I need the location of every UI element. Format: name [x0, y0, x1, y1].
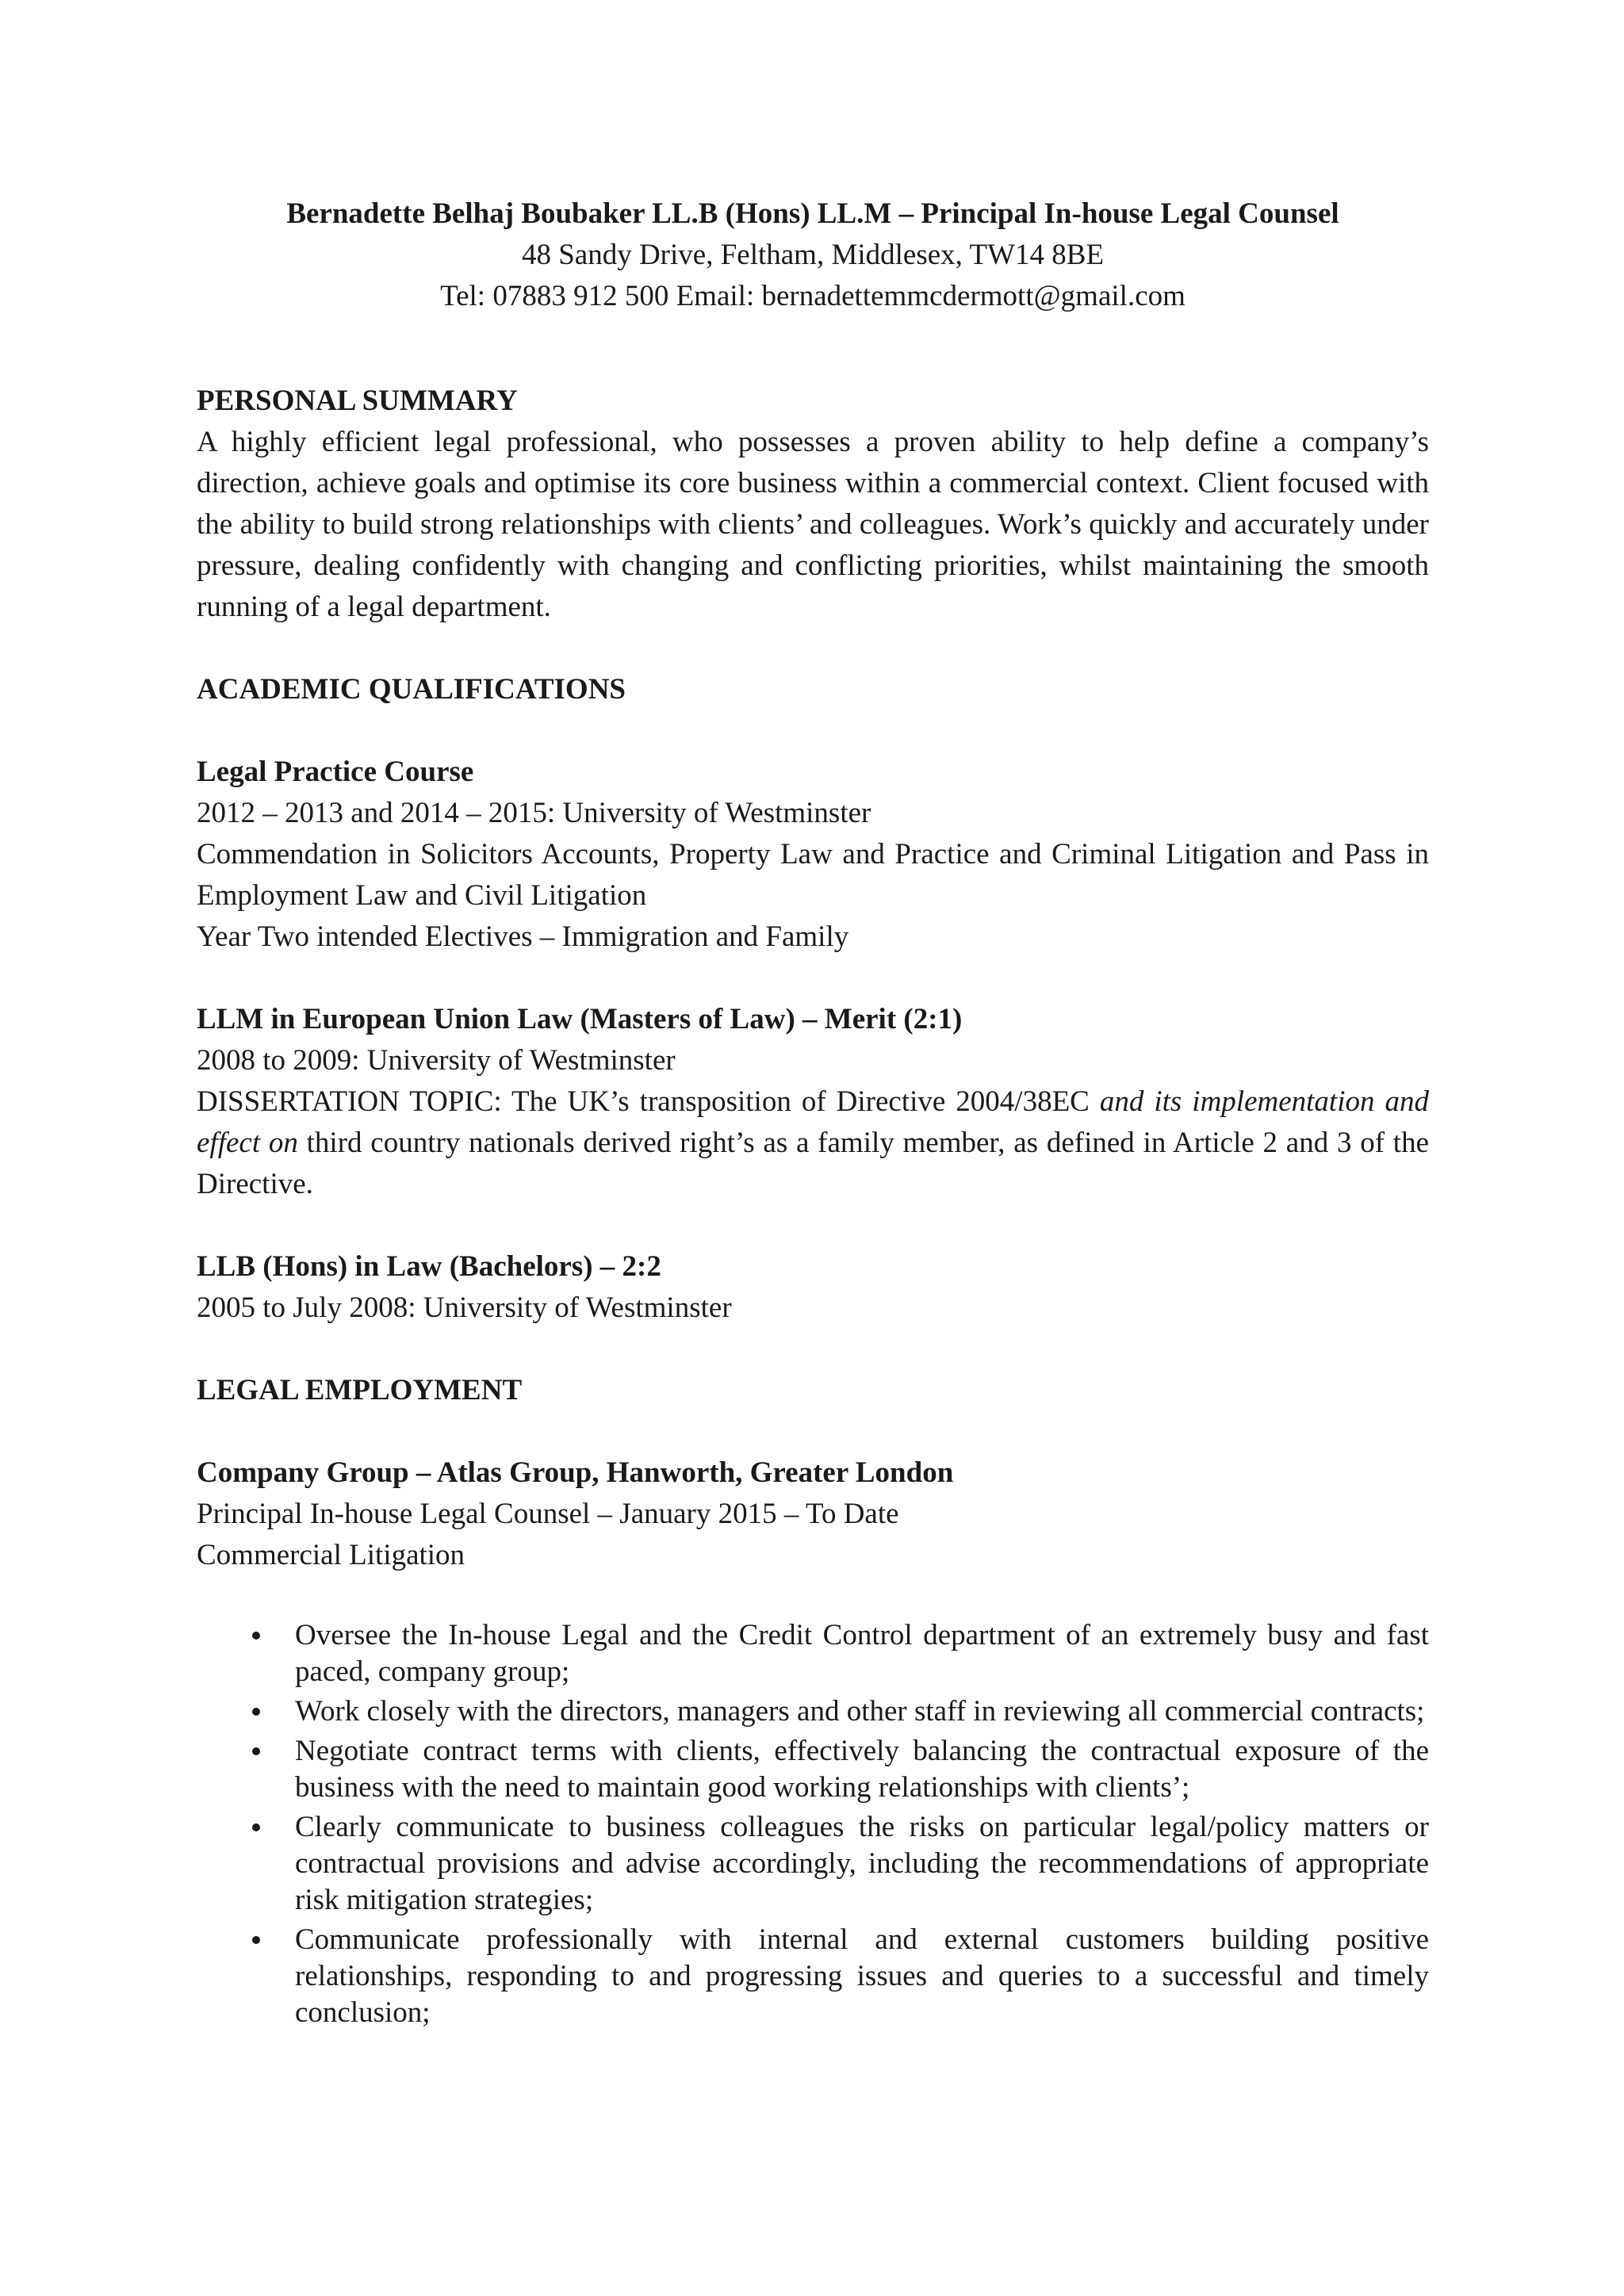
lpc-electives: Year Two intended Electives – Immigration and Family: [197, 920, 849, 953]
llb-dates: 2005 to July 2008: University of Westminster: [197, 1292, 732, 1324]
job-duties-list: [197, 1617, 1429, 2031]
bullet-icon: [252, 1936, 260, 1944]
cv-page: [197, 193, 1429, 2034]
llb-title: LLB (Hons) in Law (Bachelors) – 2:2: [197, 1250, 661, 1283]
job-role: Principal In-house Legal Counsel – January 2015 – To Date: [197, 1498, 899, 1530]
bullet-icon: [252, 1708, 260, 1716]
employment-heading: LEGAL EMPLOYMENT: [197, 1374, 523, 1406]
job-company: Company Group – Atlas Group, Hanworth, Greater London: [197, 1456, 954, 1489]
name-title-line: Bernadette Belhaj Boubaker LL.B (Hons) LL.M – Principal In-house Legal Counsel: [286, 197, 1339, 230]
llm-dissertation: [197, 1081, 1429, 1205]
dissertation-italic: and its implementation and effect on: [197, 1085, 1429, 1159]
lpc-dates: 2012 – 2013 and 2014 – 2015: University of Westminster: [197, 797, 871, 829]
llm-title: LLM in European Union Law (Masters of Law) – Merit (2:1): [197, 1003, 963, 1035]
llm-dates: 2008 to 2009: University of Westminster: [197, 1044, 676, 1077]
lpc-title: Legal Practice Course: [197, 756, 474, 788]
dissertation-text-1: DISSERTATION TOPIC: The UK’s transposition of Directive 2004/38EC: [197, 1085, 1100, 1118]
job-area: Commercial Litigation: [197, 1539, 465, 1571]
lpc-block: [197, 752, 1429, 958]
list-item: Work closely with the directors, managers and other staff in reviewing all commercial contracts;: [197, 1693, 1429, 1730]
list-item: Communicate professionally with internal and external customers building positive relationships, responding to and progressing issues and queries to a successful and timely conclusion;: [197, 1922, 1429, 2031]
job-block: [197, 1452, 1429, 2031]
dissertation-text-2: third country nationals derived right’s as a family member, as defined in Article 2 and 3 of the Directive.: [197, 1127, 1429, 1200]
bullet-icon: [252, 1632, 260, 1640]
llm-block: [197, 999, 1429, 1205]
list-item: Oversee the In-house Legal and the Credit Control department of an extremely busy and fast paced, company group;: [197, 1617, 1429, 1690]
address-line: 48 Sandy Drive, Feltham, Middlesex, TW14 8BE: [521, 239, 1105, 271]
academic-heading: ACADEMIC QUALIFICATIONS: [197, 673, 626, 706]
lpc-results: Commendation in Solicitors Accounts, Property Law and Practice and Criminal Litigation and Pass in Employment Law and Civil Litigation: [197, 838, 1429, 912]
bullet-icon: [252, 1823, 260, 1831]
summary-heading: PERSONAL SUMMARY: [197, 385, 518, 417]
list-item: Clearly communicate to business colleagues the risks on particular legal/policy matters or contractual provisions and advise accordingly, including the recommendations of appropriate risk mitigation strategies;: [197, 1809, 1429, 1919]
summary-text: A highly efficient legal professional, who possesses a proven ability to help define a company’s direction, achieve goals and optimise its core business within a commercial context. Client focused with the ability to build strong relationships with clients’ and colleagues. Work’s quickly and accurately under pressure, dealing confidently with changing and conflicting priorities, whilst maintaining the smooth running of a legal department.: [197, 426, 1429, 623]
list-item: Negotiate contract terms with clients, effectively balancing the contractual exposure of the business with the need to maintain good working relationships with clients’;: [197, 1733, 1429, 1806]
cv-header: [197, 193, 1429, 317]
llb-block: [197, 1246, 1429, 1329]
bullet-icon: [252, 1747, 260, 1755]
contact-line: Tel: 07883 912 500 Email: bernadettemmcdermott@gmail.com: [440, 280, 1185, 312]
